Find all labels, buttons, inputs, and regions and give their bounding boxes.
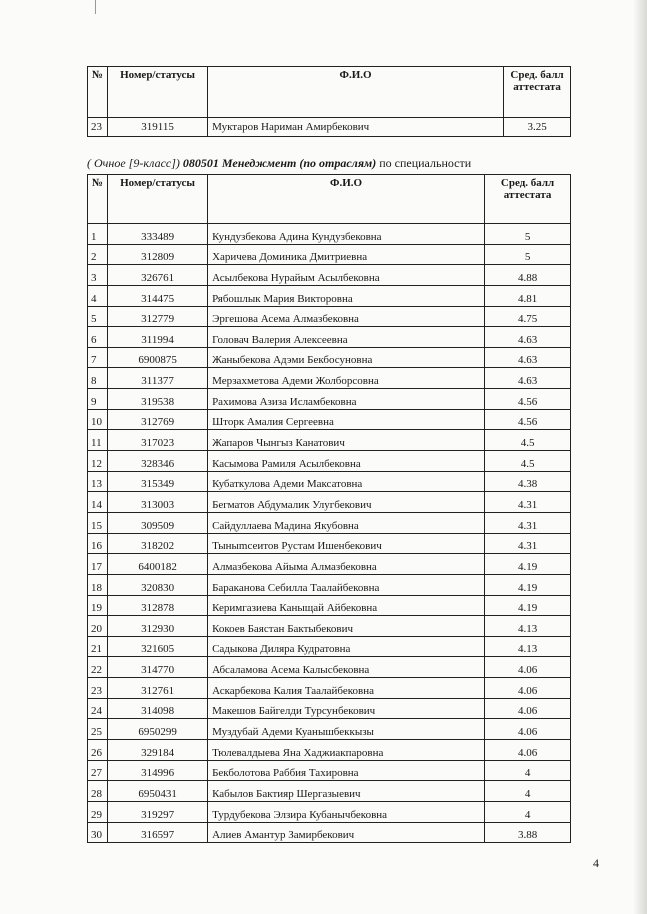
row-number: 2 — [88, 244, 108, 265]
row-number: 23 — [88, 118, 108, 137]
average-score: 4.31 — [485, 492, 571, 513]
average-score: 4 — [485, 781, 571, 802]
registration-number: 317023 — [108, 430, 208, 451]
table-row — [88, 327, 571, 348]
row-number: 21 — [88, 636, 108, 657]
full-name: Муздубай Адеми Куанышбеккызы — [208, 719, 485, 740]
table-row — [88, 574, 571, 595]
row-number: 5 — [88, 306, 108, 327]
table-row — [88, 719, 571, 740]
full-name: Мерзахметова Адеми Жолборсовна — [208, 368, 485, 389]
average-score: 4.88 — [485, 265, 571, 286]
row-number: 16 — [88, 533, 108, 554]
table-row — [88, 554, 571, 575]
caption-form: ( Очное [9-класс]) — [87, 156, 183, 170]
registration-number: 312769 — [108, 409, 208, 430]
full-name: Тыныmсеитов Рустам Ишенбекович — [208, 533, 485, 554]
registration-number: 312779 — [108, 306, 208, 327]
registration-number: 315349 — [108, 471, 208, 492]
header-name: Ф.И.О — [208, 175, 485, 224]
average-score: 4.19 — [485, 554, 571, 575]
registration-number: 313003 — [108, 492, 208, 513]
average-score: 4.31 — [485, 512, 571, 533]
average-score: 3.25 — [504, 118, 571, 137]
registration-number: 6900875 — [108, 347, 208, 368]
applicants-table-continued — [87, 66, 571, 137]
full-name: Рахимова Азиза Исламбековна — [208, 389, 485, 410]
row-number: 8 — [88, 368, 108, 389]
full-name: Садыкова Диляра Кудратовна — [208, 636, 485, 657]
row-number: 19 — [88, 595, 108, 616]
table-row — [88, 512, 571, 533]
table-row — [88, 389, 571, 410]
registration-number: 6950431 — [108, 781, 208, 802]
table-row — [88, 430, 571, 451]
average-score: 4.06 — [485, 698, 571, 719]
table-row — [88, 616, 571, 637]
average-score: 4 — [485, 760, 571, 781]
table-row — [88, 368, 571, 389]
row-number: 24 — [88, 698, 108, 719]
row-number: 14 — [88, 492, 108, 513]
full-name: Керимгазиева Каныщай Айбековна — [208, 595, 485, 616]
full-name: Эргешова Асема Алмазбековна — [208, 306, 485, 327]
registration-number: 6950299 — [108, 719, 208, 740]
average-score: 4.13 — [485, 636, 571, 657]
header-name: Ф.И.О — [208, 67, 504, 118]
row-number: 30 — [88, 822, 108, 843]
average-score: 4.5 — [485, 430, 571, 451]
full-name: Головач Валерия Алексеевна — [208, 327, 485, 348]
row-number: 9 — [88, 389, 108, 410]
table-row — [88, 244, 571, 265]
row-number: 12 — [88, 451, 108, 472]
header-avg: Сред. балл аттестата — [504, 67, 571, 118]
average-score: 4.63 — [485, 347, 571, 368]
row-number: 6 — [88, 327, 108, 348]
full-name: Алиев Амантур Замирбекович — [208, 822, 485, 843]
average-score: 4.19 — [485, 595, 571, 616]
table-header-row — [88, 67, 571, 118]
header-reg: Номер/статусы — [108, 175, 208, 224]
row-number: 3 — [88, 265, 108, 286]
table-row — [88, 224, 571, 245]
full-name: Макешов Байгелди Турсунбекович — [208, 698, 485, 719]
header-avg: Сред. балл аттестата — [485, 175, 571, 224]
full-name: Аскарбекова Калия Таалайбековна — [208, 678, 485, 699]
registration-number: 326761 — [108, 265, 208, 286]
average-score: 4.81 — [485, 285, 571, 306]
table-row — [88, 781, 571, 802]
row-number: 20 — [88, 616, 108, 637]
full-name: Шторк Амалия Сергеевна — [208, 409, 485, 430]
registration-number: 314475 — [108, 285, 208, 306]
table-row — [88, 285, 571, 306]
row-number: 7 — [88, 347, 108, 368]
full-name: Абсаламова Асема Калысбековна — [208, 657, 485, 678]
registration-number: 314098 — [108, 698, 208, 719]
table-row — [88, 451, 571, 472]
average-score: 3.88 — [485, 822, 571, 843]
full-name: Тюлевалдыева Яна Хаджиакпаровна — [208, 740, 485, 761]
row-number: 1 — [88, 224, 108, 245]
average-score: 4.38 — [485, 471, 571, 492]
applicants-table — [87, 174, 571, 843]
table-row — [88, 306, 571, 327]
registration-number: 319115 — [108, 118, 208, 137]
registration-number: 312878 — [108, 595, 208, 616]
table-row — [88, 347, 571, 368]
registration-number: 314770 — [108, 657, 208, 678]
table-row — [88, 533, 571, 554]
table-row — [88, 471, 571, 492]
full-name: Бегматов Абдумалик Улугбекович — [208, 492, 485, 513]
table-row — [88, 118, 571, 137]
registration-number: 312930 — [108, 616, 208, 637]
table-row — [88, 595, 571, 616]
full-name: Кокоев Баястан Бактыбекович — [208, 616, 485, 637]
row-number: 15 — [88, 512, 108, 533]
average-score: 4.13 — [485, 616, 571, 637]
row-number: 22 — [88, 657, 108, 678]
table-row — [88, 492, 571, 513]
table-row — [88, 822, 571, 843]
row-number: 11 — [88, 430, 108, 451]
average-score: 5 — [485, 224, 571, 245]
registration-number: 6400182 — [108, 554, 208, 575]
table-row — [88, 801, 571, 822]
row-number: 29 — [88, 801, 108, 822]
average-score: 4.06 — [485, 740, 571, 761]
registration-number: 309509 — [108, 512, 208, 533]
scan-edge-line — [95, 0, 96, 14]
table-row — [88, 760, 571, 781]
table-row — [88, 657, 571, 678]
registration-number: 319538 — [108, 389, 208, 410]
caption-specialty: 080501 Менеджмент (по отраслям) — [182, 156, 377, 170]
registration-number: 312809 — [108, 244, 208, 265]
row-number: 26 — [88, 740, 108, 761]
average-score: 4.5 — [485, 451, 571, 472]
full-name: Турдубекова Элзира Кубанычбековна — [208, 801, 485, 822]
full-name: Рябошлык Мария Викторовна — [208, 285, 485, 306]
header-num: № — [88, 175, 108, 224]
full-name: Алмазбекова Айыма Алмазбековна — [208, 554, 485, 575]
table-row — [88, 740, 571, 761]
header-num: № — [88, 67, 108, 118]
average-score: 4.56 — [485, 389, 571, 410]
average-score: 4.19 — [485, 574, 571, 595]
full-name: Кабылов Бактияр Шергазыевич — [208, 781, 485, 802]
full-name: Муктаров Нариман Амирбекович — [208, 118, 504, 137]
registration-number: 318202 — [108, 533, 208, 554]
registration-number: 333489 — [108, 224, 208, 245]
registration-number: 321605 — [108, 636, 208, 657]
table-row — [88, 265, 571, 286]
registration-number: 329184 — [108, 740, 208, 761]
average-score: 4.06 — [485, 719, 571, 740]
table-row — [88, 409, 571, 430]
row-number: 23 — [88, 678, 108, 699]
average-score: 4.31 — [485, 533, 571, 554]
scan-shadow — [633, 0, 647, 914]
row-number: 13 — [88, 471, 108, 492]
full-name: Асылбекова Нурайым Асылбековна — [208, 265, 485, 286]
row-number: 10 — [88, 409, 108, 430]
table-row — [88, 636, 571, 657]
row-number: 25 — [88, 719, 108, 740]
table-row — [88, 678, 571, 699]
registration-number: 319297 — [108, 801, 208, 822]
page-number: 4 — [593, 856, 599, 870]
row-number: 28 — [88, 781, 108, 802]
registration-number: 316597 — [108, 822, 208, 843]
average-score: 4.63 — [485, 327, 571, 348]
table-header-row — [88, 175, 571, 224]
average-score: 4.06 — [485, 657, 571, 678]
section-caption — [87, 156, 471, 171]
registration-number: 311994 — [108, 327, 208, 348]
average-score: 5 — [485, 244, 571, 265]
full-name: Жаныбекова Адэми Бекбосуновна — [208, 347, 485, 368]
registration-number: 314996 — [108, 760, 208, 781]
registration-number: 328346 — [108, 451, 208, 472]
average-score: 4 — [485, 801, 571, 822]
registration-number: 320830 — [108, 574, 208, 595]
row-number: 27 — [88, 760, 108, 781]
average-score: 4.63 — [485, 368, 571, 389]
full-name: Касымова Рамиля Асылбековна — [208, 451, 485, 472]
row-number: 17 — [88, 554, 108, 575]
average-score: 4.75 — [485, 306, 571, 327]
full-name: Кундузбекова Адина Кундузбековна — [208, 224, 485, 245]
row-number: 18 — [88, 574, 108, 595]
caption-suffix: по специальности — [376, 156, 472, 170]
average-score: 4.06 — [485, 678, 571, 699]
average-score: 4.56 — [485, 409, 571, 430]
full-name: Жапаров Чынгыз Канатович — [208, 430, 485, 451]
row-number: 4 — [88, 285, 108, 306]
full-name: Сайдуллаева Мадина Якубовна — [208, 512, 485, 533]
full-name: Бараканова Себилла Таалайбековна — [208, 574, 485, 595]
full-name: Харичева Доминика Дмитриевна — [208, 244, 485, 265]
table-row — [88, 698, 571, 719]
header-reg: Номер/статусы — [108, 67, 208, 118]
full-name: Кубаткулова Адеми Максатовна — [208, 471, 485, 492]
registration-number: 311377 — [108, 368, 208, 389]
full-name: Бекболотова Раббия Тахировна — [208, 760, 485, 781]
registration-number: 312761 — [108, 678, 208, 699]
